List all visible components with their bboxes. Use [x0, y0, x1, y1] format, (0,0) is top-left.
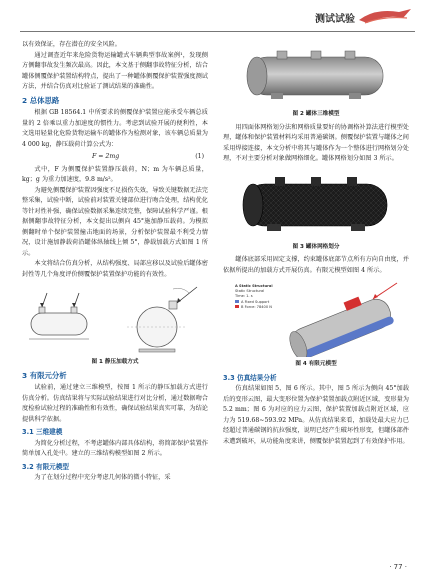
equation-number: (1) [195, 153, 204, 160]
legend-line: B Force: 78400 N [241, 305, 272, 309]
subsection-heading: 3.3 仿真结果分析 [223, 373, 277, 382]
legend-line: Time: 1. s [235, 294, 253, 298]
subsection-heading: 3.2 有限元模型 [22, 462, 69, 471]
paragraph: 为了在划分过程中充分考虑几何体的微小特征，采 [34, 474, 171, 481]
paragraph: 试验前，通过建立三维模型，按图 1 所示的静压加载方式进行仿真分析。仿真结果将与实际试验结果进行对比分析，通过数据吻合度检验试验过程的准确性和有效性，确保试验结果真实可靠，为结论提供科学依据。 [22, 384, 208, 423]
fem-legend [234, 284, 273, 309]
figure-caption: 图 4 有限元模型 [295, 361, 337, 367]
equation [22, 152, 208, 163]
section-label: 测试试验 [315, 14, 355, 25]
legend-line: Static Structural [235, 289, 265, 293]
subsection-heading: 3.1 三维建模 [22, 428, 63, 436]
legend-line: A Fixed Support [241, 300, 270, 304]
tank-side-view [29, 293, 89, 339]
page-header [0, 0, 427, 34]
paragraph: 通过调查近年来危险货物运输罐式车辆典型事故案例¹，发现侧方侧翻事故发生频次最高。因此，本文基于侧翻事故特征分析，结合罐体侧覆保护装置结构特点，提出了一种罐体侧覆保护装置强度测试方法，并结合仿真对比验证了测试结果的准确性。 [22, 51, 208, 90]
tank-front-view [127, 287, 197, 352]
paragraph: 仿真结果如图 5、图 6 所示。其中，图 5 所示为侧向 45°加载后的变形云图，最大变形位置为保护装置加载点附近区域，变形量为 5.2 mm；图 6 为对应的应力云图，保护装置加载点附近区域，应力为 519.68~593.92 MPa。从仿真结果来看，加载处最大应力已经超过普通碳钢的抗拉强度，说明已经产生破坏性形变，但罐体部件未遭到破坏，从功能角度来讲，侧覆保护装置起到了有效保护作用。 [223, 385, 409, 445]
figure-caption: 图 2 罐体三维模型 [292, 111, 340, 117]
section-heading: 2 总体思路 [22, 95, 60, 105]
paragraph: 罐体底部采用固定支撑，约束罐体底部节点所有方向自由度，并依据所提出的加载方式开展仿真。有限元模型如图 4 所示。 [223, 256, 409, 274]
paragraph: 以有效保证，存在潜在的安全风险。 [22, 41, 121, 48]
figure-2-tank-3d-model [231, 43, 401, 107]
legend-title: A Static Structural [235, 284, 273, 288]
figure-caption: 图 3 罐体网格划分 [292, 243, 340, 250]
section-heading: 3 有限元分析 [22, 370, 67, 380]
paragraph: 根据 GB 18564.1 中所要求的侧覆保护装置应能承受车辆总质量的 2 倍乘以重力加速度的惯性力。考虑到试验开展的便利性，本文选用轻量化危险货物运输车的罐体作为检测对象，该车辆总质量为 4 000 kg，静压载荷计算公式为： [22, 109, 208, 148]
journal-logo [357, 6, 413, 26]
equation-text: F = 2mg [92, 153, 120, 160]
header-rule [20, 31, 415, 32]
figure-4-fem-model [231, 279, 401, 357]
figure-caption: 图 1 静压加载方式 [91, 359, 139, 365]
paragraph: 本文将结合仿真分析，从结构强度、局部应移以及试验后罐体密封性等几个角度评价侧覆保护装置保护功能的有效性。 [22, 260, 208, 278]
page-number: · 77 · [389, 563, 407, 571]
paragraph: 式中，F 为侧覆保护装置静压载荷，N；m 为车辆总质量，kg；g 为重力加速度，9.8 m/s²。 [22, 165, 208, 183]
paragraph: 用四面体网格划分法和网格质量要好的协调格补算法进行模型处理，罐体和保护装置材料均采用普通碳钢。侧覆保护装置与罐体之间采用焊接连接，本文分析中将其与罐体作为一个整体进行网格划分处理，不对主要分析对象做网格细化。罐体网格划分如图 3 所示。 [223, 123, 409, 162]
left-column [22, 40, 208, 484]
figure-1-loading-diagram [27, 283, 203, 355]
paragraph: 为简化分析过程，不考虑罐体内部具体结构，将简部保护装置作简单加入孔处中。建立的三维结构模型如图 2 所示。 [22, 439, 208, 457]
figure-3-tank-mesh [231, 168, 401, 240]
right-column [223, 40, 409, 447]
paragraph: 为避免侧覆保护装置因强度不足损伤失效，导致关键数据无法完整采集，试验中断，试验前对装置关键部位进行吻合处理，结构优化等针对性补强，确保试验数据采集连续完整，保障试验科学严谨。根据侧翻事故特征分析，本文提出以侧向 45°施加静压载荷。为模拟侧翻时单个保护装置撞击地面的场景，分析保护装置最不利受力情况，设计施加静载荷沿罐体纵轴线上倾 5°，静载加载方式如图 1 所示。 [22, 186, 208, 257]
